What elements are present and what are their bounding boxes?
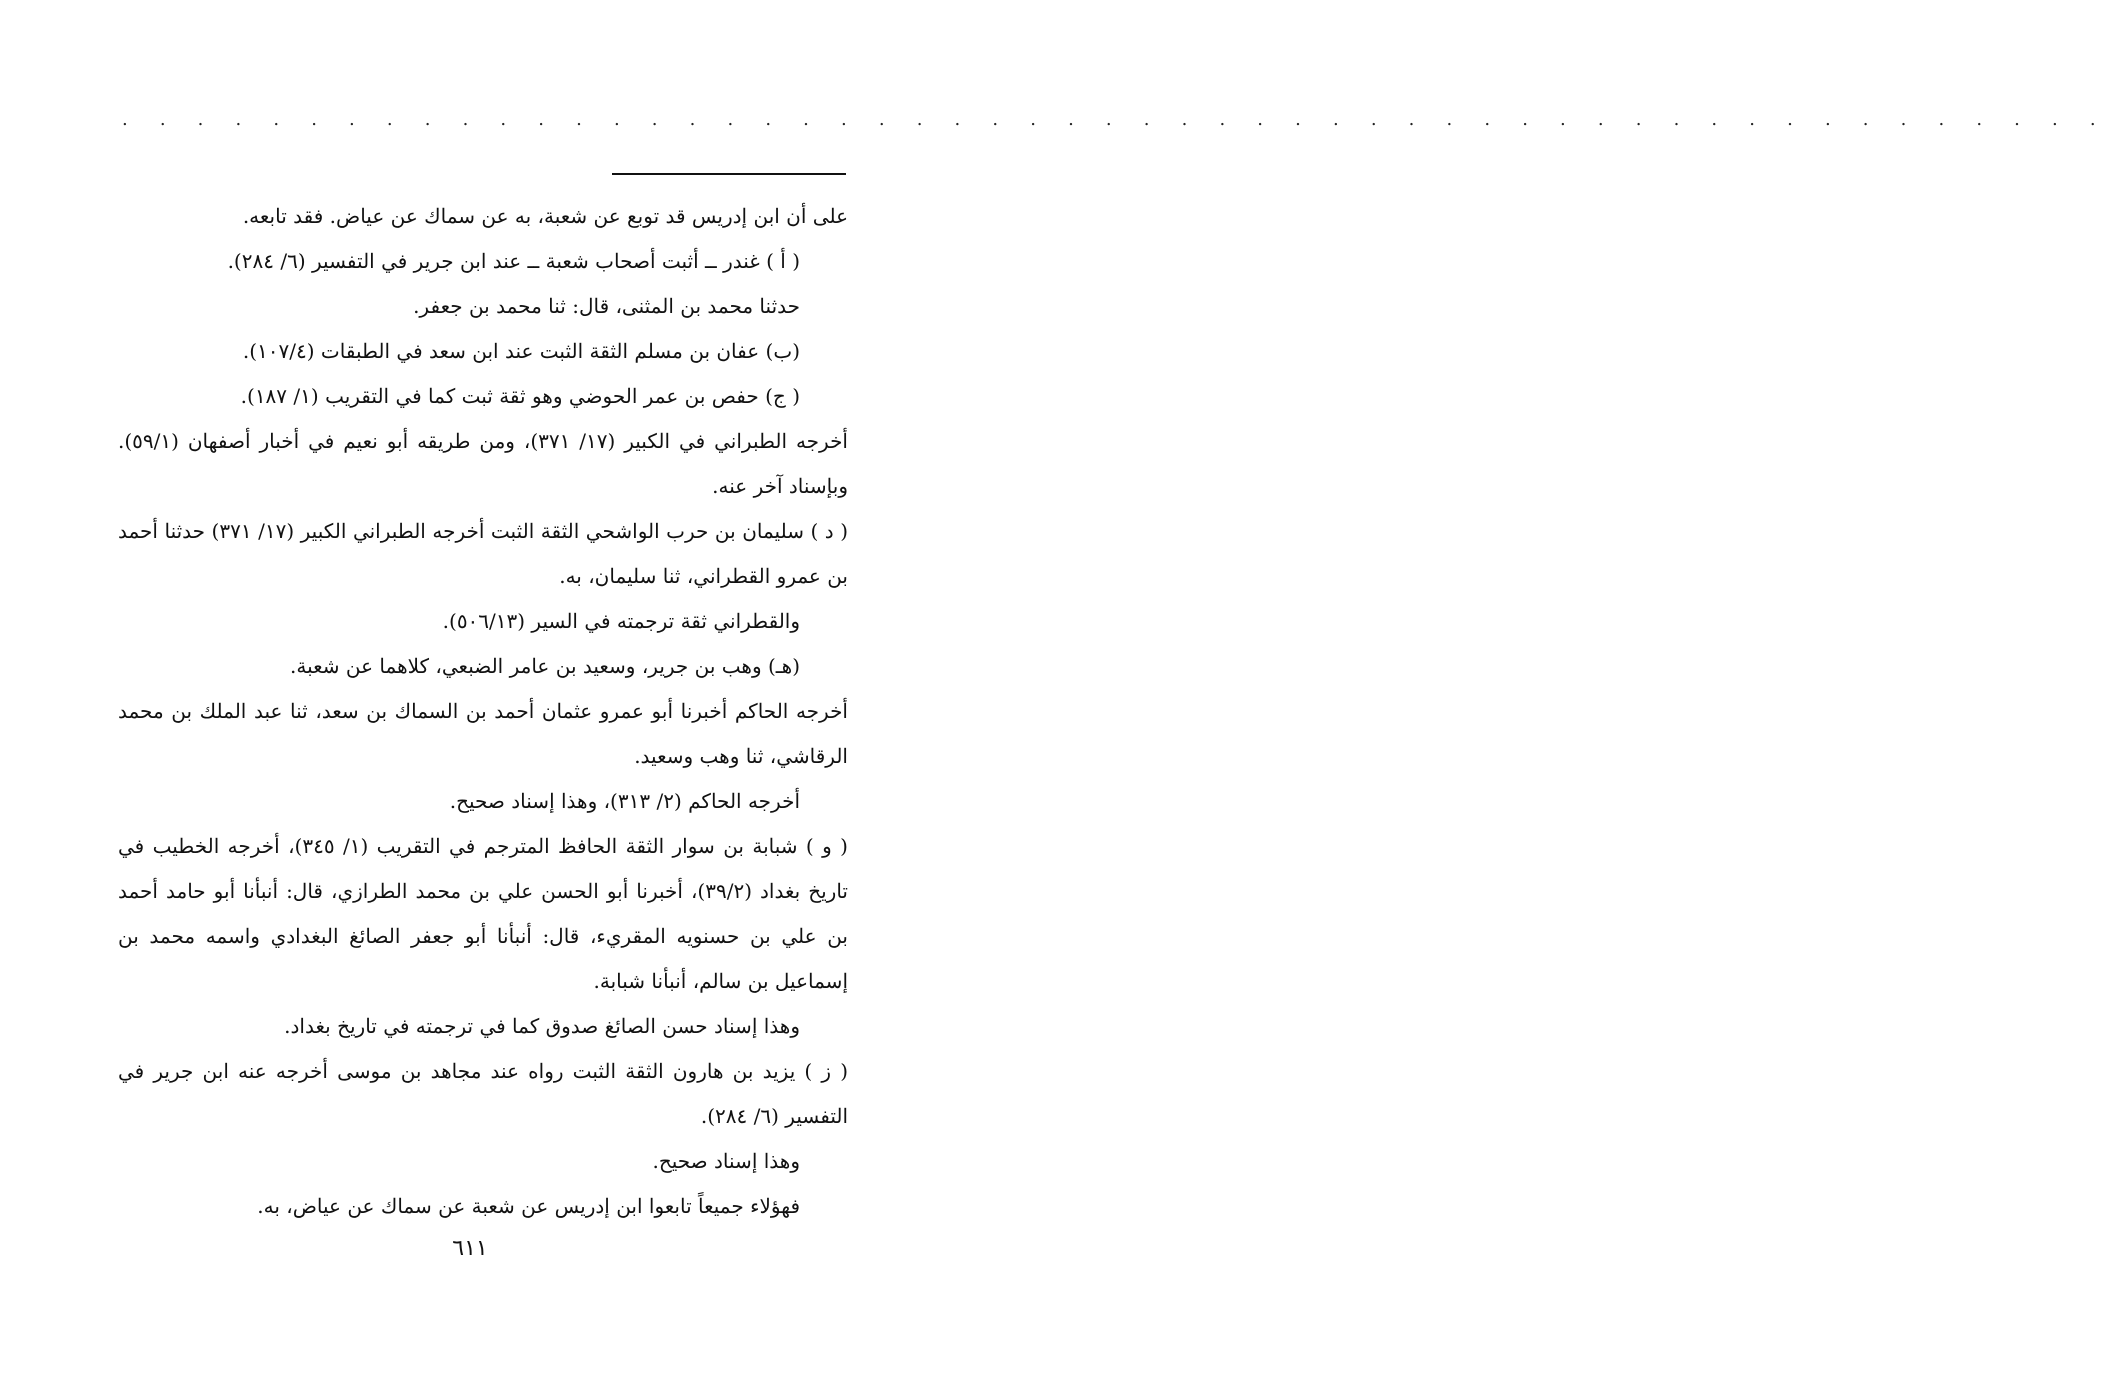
footnote-rule <box>612 173 846 175</box>
paragraph: (ب) عفان بن مسلم الثقة الثبت عند ابن سعد في الطبقات (١٠٧/٤). <box>242 339 800 363</box>
paragraph: على أن ابن إدريس قد توبع عن شعبة، به عن سماك عن عياض. فقد تابعه. <box>242 204 848 228</box>
paragraph: وهذا إسناد صحيح. <box>652 1149 800 1173</box>
paragraph: أخرجه الطبراني في الكبير (١٧/ ٣٧١)، ومن طريقه أبو نعيم في أخبار أصفهان (٥٩/١). وبإسناد آخر عنه. <box>118 429 848 498</box>
paragraph: أخرجه الحاكم (٢/ ٣١٣)، وهذا إسناد صحيح. <box>449 789 800 813</box>
separator-dots: . . . . . . . . . . . . . . . . . . . . . . . . . . . . . . . . . . . . . . . . . . . . . . . . . . . . . <box>122 109 2109 130</box>
paragraph: أخرجه الحاكم أخبرنا أبو عمرو عثمان أحمد بن السماك بن سعد، ثنا عبد الملك بن محمد الرقاشي، ثنا وهب وسعيد. <box>118 699 848 768</box>
paragraph: ( أ ) غندر ــ أثبت أصحاب شعبة ــ عند ابن جرير في التفسير (٦/ ٢٨٤). <box>227 249 800 273</box>
page-number: ٦١١ <box>452 1236 488 1261</box>
paragraph: (هـ) وهب بن جرير، وسعيد بن عامر الضبعي، كلاهما عن شعبة. <box>290 654 800 678</box>
paragraph: حدثنا محمد بن المثنى، قال: ثنا محمد بن جعفر. <box>413 294 800 318</box>
footnote-text <box>118 194 848 1229</box>
paragraph: والقطراني ثقة ترجمته في السير (٥٠٦/١٣). <box>442 609 800 633</box>
paragraph: ( ز ) يزيد بن هارون الثقة الثبت رواه عند مجاهد بن موسى أخرجه عنه ابن جرير في التفسير (٦/ ٢٨٤). <box>118 1059 848 1128</box>
paragraph: ( و ) شبابة بن سوار الثقة الحافظ المترجم في التقريب (١/ ٣٤٥)، أخرجه الخطيب في تاريخ بغداد (٣٩/٢)، أخبرنا أبو الحسن علي بن محمد الطرازي، قال: أنبأنا أبو حامد أحمد بن علي بن حسنويه المقريء، قال: أنبأنا أبو جعفر الصائغ البغدادي واسمه محمد بن إسماعيل بن سالم، أنبأنا شبابة. <box>118 834 848 993</box>
paragraph: فهؤلاء جميعاً تابعوا ابن إدريس عن شعبة عن سماك عن عياض، به. <box>257 1194 800 1218</box>
paragraph: ( د ) سليمان بن حرب الواشحي الثقة الثبت أخرجه الطبراني الكبير (١٧/ ٣٧١) حدثنا أحمد بن عمرو القطراني، ثنا سليمان، به. <box>118 519 848 588</box>
paragraph: ( ج) حفص بن عمر الحوضي وهو ثقة ثبت كما في التقريب (١/ ١٨٧). <box>240 384 800 408</box>
paragraph: وهذا إسناد حسن الصائغ صدوق كما في ترجمته في تاريخ بغداد. <box>284 1014 800 1038</box>
